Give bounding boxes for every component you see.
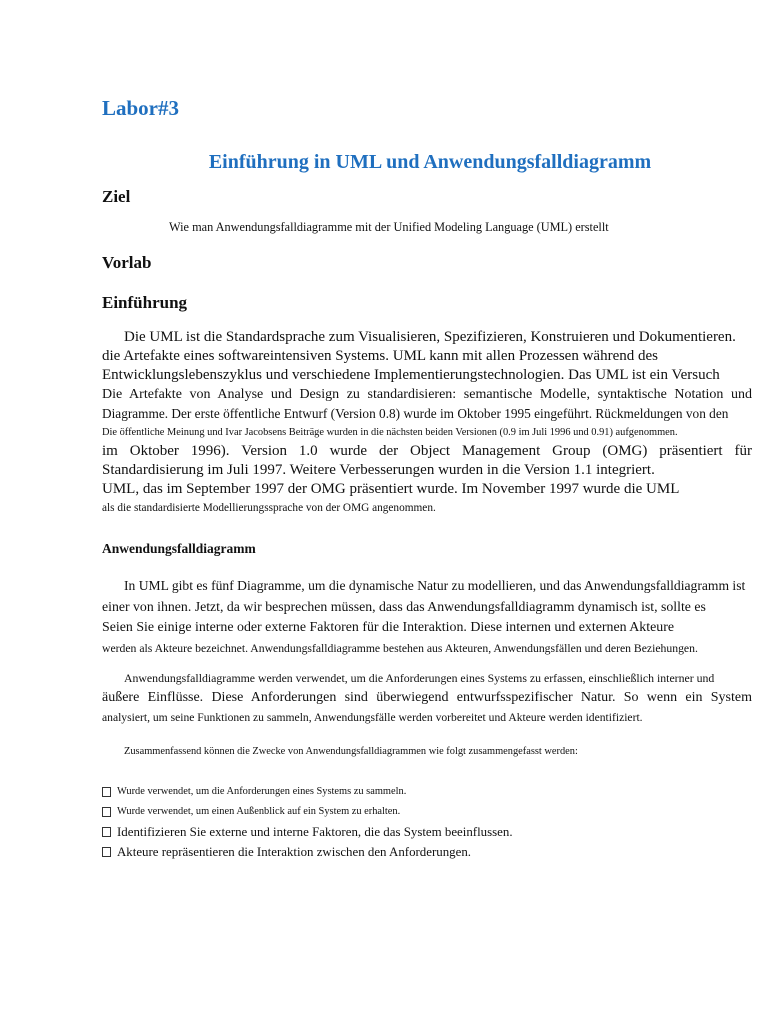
intro-paragraph <box>102 328 752 518</box>
list-item-text: Wurde verwendet, um die Anforderungen eines Systems zu sammeln. <box>117 786 407 797</box>
intro-line: Entwicklungslebenszyklus und verschiedene Implementierungstechnologien. Das UML ist ein Versuch <box>102 367 720 383</box>
usecase-line: Anwendungsfalldiagramme werden verwendet, um die Anforderungen eines Systems zu erfassen, einschließlich interner und <box>124 671 715 685</box>
intro-line: im Oktober 1996). Version 1.0 wurde der Object Management Group (OMG) präsentiert für <box>102 443 752 459</box>
intro-line: Die UML ist die Standardsprache zum Visualisieren, Spezifizieren, Konstruieren und Dokumentieren. <box>124 329 736 345</box>
usecase-paragraph-1 <box>102 575 752 659</box>
usecase-line: In UML gibt es fünf Diagramme, um die dynamische Natur zu modellieren, und das Anwendungsfalldiagramm ist <box>124 578 746 593</box>
goal-text: Wie man Anwendungsfalldiagramme mit der Unified Modeling Language (UML) erstellt <box>169 220 609 234</box>
list-item-text: Wurde verwendet, um einen Außenblick auf ein System zu erhalten. <box>117 806 401 817</box>
intro-line: die Artefakte eines softwareintensiven Systems. UML kann mit allen Prozessen während des <box>102 348 658 364</box>
usecase-line: Seien Sie einige interne oder externe Faktoren für die Interaktion. Diese internen und externen Akteure <box>102 620 675 635</box>
usecase-heading: Anwendungsfalldiagramm <box>102 541 256 556</box>
goal-heading: Ziel <box>102 187 131 206</box>
list-item <box>102 842 513 862</box>
document-title: Einführung in UML und Anwendungsfalldiagramm <box>208 151 652 173</box>
usecase-line: werden als Akteure bezeichnet. Anwendungsfalldiagramme bestehen aus Akteuren, Anwendungsfällen und deren Beziehungen. <box>102 642 698 655</box>
list-item-text: Akteure repräsentieren die Interaktion zwischen den Anforderungen. <box>117 845 471 859</box>
intro-heading: Einführung <box>102 293 188 312</box>
checkbox-icon <box>102 847 111 857</box>
intro-line: als die standardisierte Modellierungssprache von der OMG angenommen. <box>102 502 436 514</box>
usecase-line: einer von ihnen. Jetzt, da wir besprechen müssen, dass das Anwendungsfalldiagramm dynamisch ist, sollte es <box>102 599 706 614</box>
intro-line: Standardisierung im Juli 1997. Weitere Verbesserungen wurden in die Version 1.1 integriert. <box>102 462 655 478</box>
usecase-paragraph-2 <box>102 668 752 728</box>
list-item <box>102 802 513 822</box>
intro-line: UML, das im September 1997 der OMG präsentiert wurde. Im November 1997 wurde die UML <box>102 481 680 497</box>
checkbox-icon <box>102 807 111 817</box>
checkbox-icon <box>102 787 111 797</box>
intro-line: Diagramme. Der erste öffentliche Entwurf (Version 0.8) wurde im Oktober 1995 eingeführt. Rückmeldungen von den <box>102 406 729 421</box>
checkbox-icon <box>102 827 111 837</box>
list-item <box>102 782 513 802</box>
usecase-line: äußere Einflüsse. Diese Anforderungen sind überwiegend entwurfsspezifischer Natur. So wenn ein System <box>102 690 752 705</box>
intro-line: Die Artefakte von Analyse und Design zu standardisieren: semantische Modelle, syntaktische Notation und <box>102 387 752 402</box>
prelab-heading: Vorlab <box>102 253 152 272</box>
purpose-list <box>102 782 513 862</box>
list-item-text: Identifizieren Sie externe und interne Faktoren, die das System beeinflussen. <box>117 825 513 839</box>
lab-title: Labor#3 <box>102 96 180 120</box>
summary-text: Zusammenfassend können die Zwecke von Anwendungsfalldiagrammen wie folgt zusammengefasst werden: <box>124 746 578 757</box>
usecase-line: analysiert, um seine Funktionen zu sammeln, Anwendungsfälle werden vorbereitet und Akteure werden identifiziert. <box>102 711 643 724</box>
intro-line: Die öffentliche Meinung und Ivar Jacobsens Beiträge wurden in die nächsten beiden Versionen (0.9 im Juli 1996 und 0.91) aufgenommen. <box>102 427 678 438</box>
list-item <box>102 822 513 842</box>
